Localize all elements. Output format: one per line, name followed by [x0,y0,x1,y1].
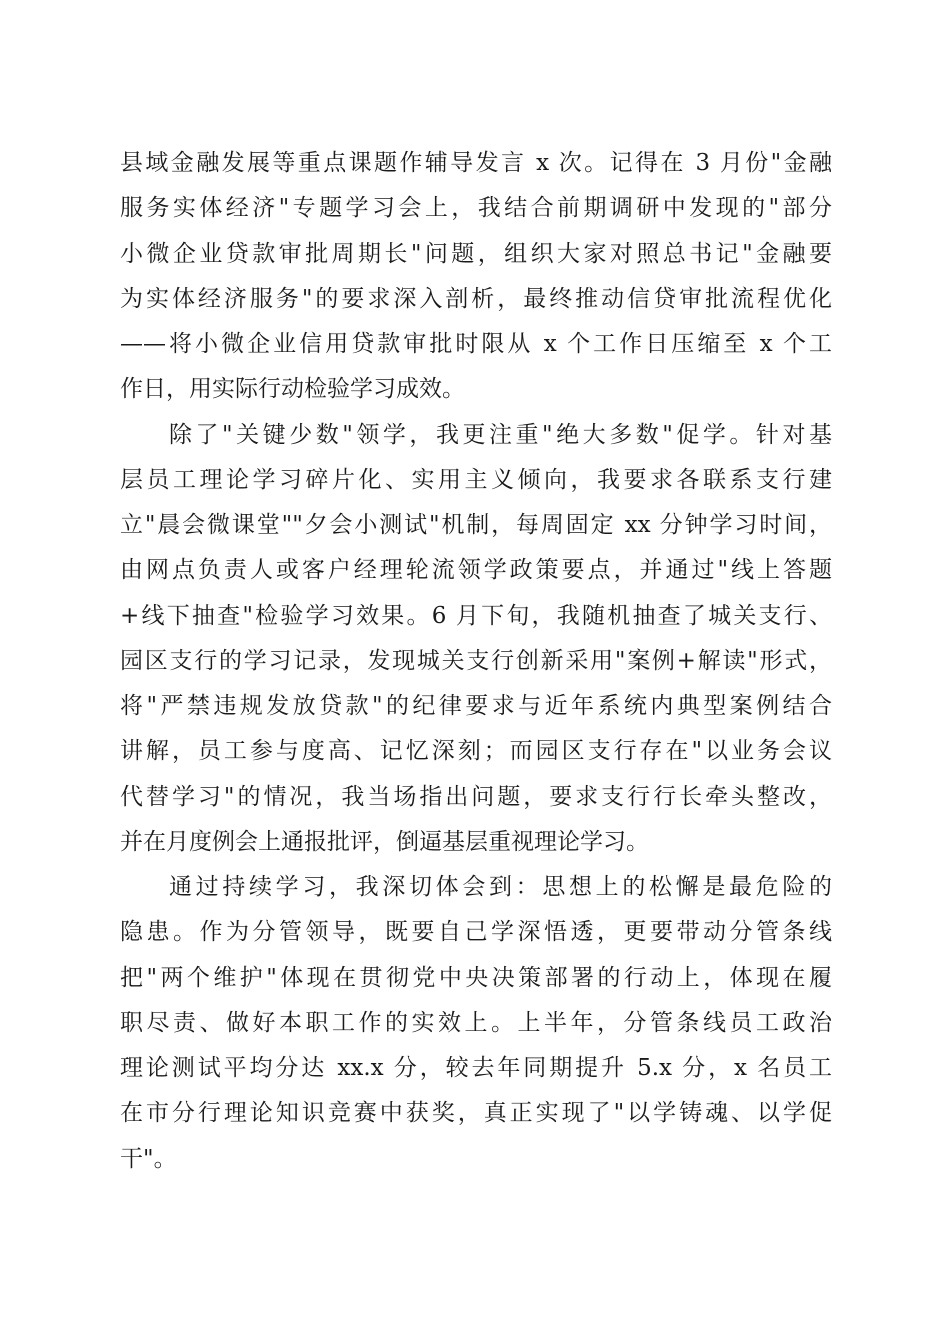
text-line: 并在月度例会上通报批评，倒逼基层重视理论学习。 [120,828,649,855]
text-line: 作日，用实际行动检验学习成效。 [120,376,465,403]
text-line: 由网点负责人或客户经理轮流领学政策要点，并通过"线上答题 [120,557,832,584]
document-body [120,141,832,1182]
text-line: 把"两个维护"体现在贯彻党中央决策部署的行动上，体现在履 [120,964,832,991]
paragraph-1 [120,141,832,413]
paragraph-2 [120,413,832,866]
text-line: 职尽责、做好本职工作的实效上。上半年，分管条线员工政治 [120,1009,832,1036]
text-line: 园区支行的学习记录，发现城关支行创新采用"案例+解读"形式， [120,647,832,674]
text-line: 将"严禁违规发放贷款"的纪律要求与近年系统内典型案例结合 [120,693,832,719]
paragraph-3 [120,865,832,1182]
text-line: +线下抽查"检验学习效果。6 月下旬，我随机抽查了城关支行、 [120,602,832,629]
text-line: 通过持续学习，我深切体会到：思想上的松懈是最危险的 [169,874,832,900]
text-line: 立"晨会微课堂""夕会小测试"机制，每周固定 xx 分钟学习时间， [120,512,832,538]
text-line: 除了"关键少数"领学，我更注重"绝大多数"促学。针对基 [169,421,832,448]
text-line: 干"。 [120,1145,177,1172]
text-line: 服务实体经济"专题学习会上，我结合前期调研中发现的"部分 [120,195,832,222]
text-line: 小微企业贷款审批周期长"问题，组织大家对照总书记"金融要 [120,240,832,267]
text-line: 隐患。作为分管领导，既要自己学深悟透，更要带动分管条线 [120,919,832,946]
text-line: 讲解，员工参与度高、记忆深刻；而园区支行存在"以业务会议 [120,738,832,765]
text-line: 在市分行理论知识竞赛中获奖，真正实现了"以学铸魂、以学促 [120,1100,832,1127]
text-line: 县域金融发展等重点课题作辅导发言 x 次。记得在 3 月份"金融 [120,150,832,176]
text-line: ——将小微企业信用贷款审批时限从 x 个工作日压缩至 x 个工 [120,331,832,357]
text-line: 代替学习"的情况，我当场指出问题，要求支行行长牵头整改， [120,783,832,810]
text-line: 为实体经济服务"的要求深入剖析，最终推动信贷审批流程优化 [120,285,832,312]
text-line: 理论测试平均分达 xx.x 分，较去年同期提升 5.x 分，x 名员工 [120,1055,832,1081]
text-line: 层员工理论学习碎片化、实用主义倾向，我要求各联系支行建 [120,466,832,493]
